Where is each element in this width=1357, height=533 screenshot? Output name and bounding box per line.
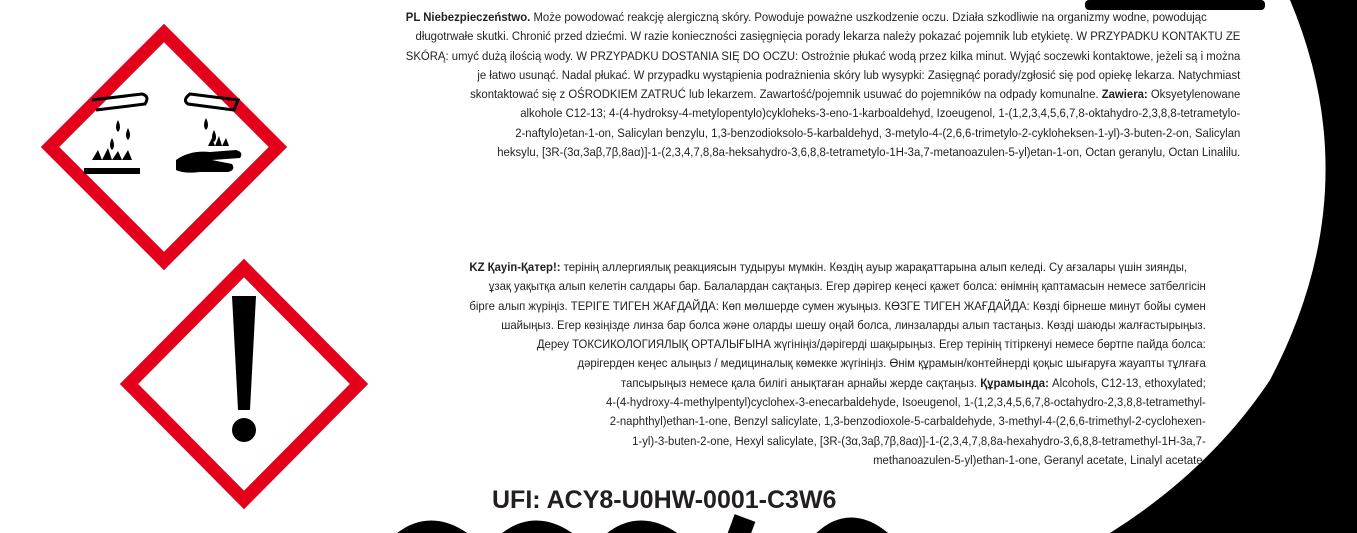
kz-line-8: 4-(4-hydroxy-4-methylpentyl)cyclohex-3-enecarbaldehyde, Isoeugenol, 1-(1,2,3,4,5,6,7,8-octahydro-2,3,8,8-tetramethyl-: [606, 395, 1206, 410]
pl-line-4: je łatwo usunąć. Nadal płukać. W przypadku wystąpienia podrażnienia skóry lub wysypki: Zasięgnąć porady/zgłosić się pod opiekę lekarza. Natychmiast: [477, 67, 1240, 82]
kz-line-9: 2-naphthyl)ethan-1-one, Benzyl salicylate, 1,3-benzodioxole-5-carbaldehyde, 3-methyl-4-(2,6,6-trimethyl-2-cyclohexen-: [610, 414, 1206, 429]
kz-line-11: methanoazulen-5-yl)ethan-1-one, Geranyl acetate, Linalyl acetate.: [873, 452, 1206, 467]
kz-line-4: шайыңыз. Егер көзіңізде линза бар болса және оларды шешу оңай болса, линзаларды алып тастаңыз. Көзді шаюды жалғастырыңыз.: [501, 317, 1206, 332]
kz-line-10: 1-yl)-3-buten-2-one, Hexyl salicylate, [3R-(3α,3aβ,7β,8aα)]-1-(2,3,4,7,8,8a-hexahydro-3,6,8,8-tetramethyl-1H-3a,7-: [632, 433, 1206, 448]
kz-line-7: [470, 374, 1206, 393]
pl-text: Może powodować reakcję alergiczną skóry. Powoduje poważne uszkodzenie oczu. Działa szkodliwie na organizmy wodne, powodując: [530, 10, 1207, 24]
kz-line-2: ұзақ уақытқа алып келетін салдары бар. Балалардан сақтаңыз. Егер дәрігер кеңесі қажет болса: өнімнің қаптамасын немесе затбелгісін: [488, 279, 1207, 294]
ufi-code: UFI: ACY8-U0HW-0001-C3W6: [492, 486, 837, 514]
pl-line-1: [405, 8, 1240, 27]
pl-line-7: 2-naftylo)etan-1-on, Salicylan benzylu, 1,3-benzodioksolo-5-karbaldehyd, 3-metylo-4-(2,6,6-trimetylo-2-cykloheksen-1-yl)-3-buten-2-on, Salicylan: [514, 125, 1240, 140]
kz-line-6: дәрігерден кеңес алыңыз / медициналық көмекке жүгініңіз. Өнім құрамын/контейнерді қоқыс шығаруға жауапты тұлғаға: [577, 356, 1206, 371]
kz-text: тапсырыңыз немесе қала билігі анықтаған арнайы жерде сақтаңыз.: [621, 375, 978, 390]
kz-hazard-text: [470, 258, 1206, 470]
pl-heading: PL Niebezpieczeństwo.: [405, 10, 531, 24]
kz-line-5: Дереу ТОКСИКОЛОГИЯЛЫҚ ОРТАЛЫҒЫНА жүгініңіз/дәрігерді шақырыңыз. Егер терінің тітіркенуі немесе бөртпе пайда болса:: [537, 337, 1206, 352]
kz-line-3: бірге алып жүріңіз. ТЕРІГЕ ТИГЕН ЖАҒДАЙДА: Көп мөлшерде сумен жуыңыз. КӨЗГЕ ТИГЕН ЖАҒДАЙДА: Көзді бірнеше минут бойы сумен: [469, 298, 1206, 313]
kz-text: Alcohols, C12-13, ethoxylated;: [1049, 375, 1206, 390]
kz-heading: KZ Қауіп-Қатер!:: [469, 260, 561, 274]
pl-text: skontaktować się z OŚRODKIEM ZATRUĆ lub lekarzem. Zawartość/pojemnik usuwać do pojemników na odpady komunalne.: [469, 87, 1099, 102]
kz-text: терінің аллергиялық реакциясын тудыруы мүмкін. Көздің ауыр жарақаттарына алып келеді. Су ағзалары үшін зиянды,: [560, 260, 1188, 274]
pl-line-5: [405, 85, 1240, 104]
pl-line-6: alkohole C12-13; 4-(4-hydroksy-4-metylopentylo)cykloheks-3-eno-1-karboaldehyd, Izoeugenol, 1-(1,2,3,4,5,6,7,8-oktahydro-2,3,8,8-tetrametylo-: [519, 106, 1240, 121]
pl-hazard-text: [405, 8, 1240, 162]
pl-text: Oksyetylenowane: [1147, 87, 1240, 102]
kz-line-1: [470, 258, 1206, 277]
kz-contains-label: Құрамында:: [980, 375, 1050, 390]
pl-line-3: SKÓRĄ: umyć dużą ilością wody. W PRZYPADKU DOSTANIA SIĘ DO OCZU: Ostrożnie płukać wodą przez kilka minut. Wyjąć soczewki kontaktowe, jeżeli są i można: [405, 48, 1240, 63]
pl-contains-label: Zawiera:: [1101, 87, 1148, 102]
pl-line-2: długotrwałe skutki. Chronić przed dziećmi. W razie konieczności zasięgnięcia porady lekarza należy pokazać pojemnik lub etykietę. W PRZYPADKU KONTAKTU ZE: [415, 29, 1240, 44]
pl-line-8: heksylu, [3R-(3α,3aβ,7β,8aα)]-1-(2,3,4,7,8,8a-heksahydro-3,6,8,8-tetrametylo-1H-3a,7-metanoazulen-5-yl)etan-1-on, Octan geranylu, Octan Linalilu.: [496, 145, 1240, 160]
